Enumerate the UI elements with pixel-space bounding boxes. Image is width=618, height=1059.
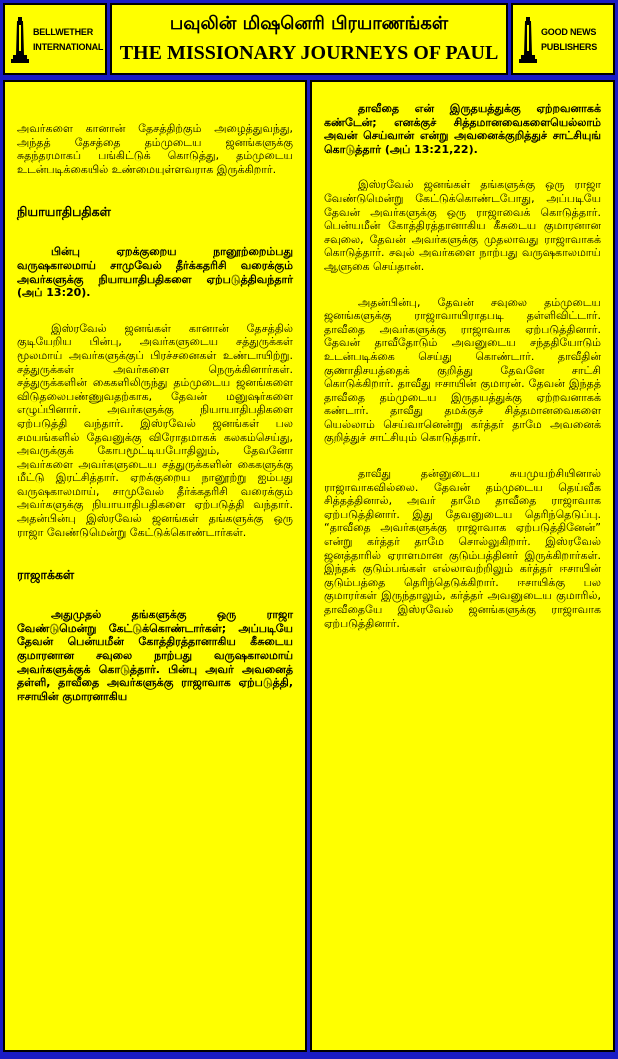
page-header	[3, 3, 615, 75]
tamil-title: பவுலின் மிஷனெரி பிரயாணங்கள்	[169, 13, 449, 34]
paragraph: அவர்களை கானான் தேசத்திற்கும் அழைத்துவந்து, அந்தத் தேசத்தை தம்முடைய ஜனங்களுக்கு சுதந்தரமாகப் பங்கிட்டுக் கொடுத்து, தம்முடைய உடன்படிக்கையில் உண்மையுள்ளவராக இருக்கிறார்.	[17, 122, 293, 176]
good-news-logo-text	[541, 25, 613, 55]
paragraph: இஸ்ரவேல் ஜனங்கள் கானான் தேசத்தில் குடியேறிய பின்பு, அவர்களுடைய சத்துருக்கள் மூலமாய் அவர்களுக்குப் பிரச்சனைகள் உண்டாயிற்று. சத்துருக்கள் அவர்களை நெருக்கினார்கள். சத்துருக்களின் கைகளிலிருந்து தம்முடைய ஜனங்களை விடுதலைபண்ணுவதற்காக, தேவன் மனுஷர்களை எழுப்பினார். அவர்களுக்கு நியாயாதிபதிகளை ஏற்படுத்தி வந்தார். இஸ்ரவேல் ஜனங்கள் பல சமயங்களில் தேவனுக்கு விரோதமாகக் கலகம்செய்து, அவருக்குக் கோபமூட்டியபோதிலும், தேவனோ அவர்களை அவர்களுடைய சத்துருக்களின் கைகளுக்கு மீட்டு இரட்சித்தார். ஏறக்குறைய நானூற்று ஐம்பது வருஷகாலமாய், சாமுவேல் தீர்க்கதரிசி வரைக்கும் அவர்களுக்கு நியாயாதிபதிகளை ஏற்படுத்தி வந்தார். அதன்பின்பு இஸ்ரவேல் ஜனங்கள் தங்களுக்கு ஒரு ராஜா வேண்டுமென்று கேட்டுக்கொண்டார்கள்.	[17, 321, 293, 539]
scripture-quote: தாவீதை என் இருதயத்துக்கு ஏற்றவனாகக் கண்டேன்; எனக்குச் சித்தமானவைகளையெல்லாம் அவன் செய்வான் என்று அவனைக்குறித்துச் சாட்சியுங் கொடுத்தார் (அப் 13:21,22).	[324, 102, 601, 156]
section-heading-judges: நியாயாதிபதிகள்	[17, 204, 111, 220]
bellwether-logo-line1: BELLWETHER	[33, 27, 93, 37]
good-news-logo	[517, 15, 611, 65]
left-column	[3, 80, 307, 1052]
paragraph: தாவீது தன்னுடைய சுயமுயற்சியினால் ராஜாவாகவில்லை. தேவன் தம்முடைய தெய்வீக சித்தத்தினால், அவர் தாமே தாவீதை ராஜாவாக ஏற்படுத்தினார். இது தேவனுடைய தெரிந்தெடுப்பு. “தாவீதை அவர்களுக்கு ராஜாவாக ஏற்படுத்தினேன்” என்று கர்த்தர் தாமே சொல்லுகிறார். இஸ்ரவேல் ஜனத்தாரில் ஏராளமான குடும்பத்தினர் இருக்கிறார்கள். இந்தக் குடும்பங்கள் எல்லாவற்றிலும் கர்த்தர் ஈசாயின் குடும்பத்தை தெரிந்தெடுக்கிறார். ஈசாயிக்கு பல குமாரர்கள் இருந்தாலும், கர்த்தர் அவனுடைய குமாரில், தாவீதையே இஸ்ரவேல் ஜனங்களுக்கு ராஜாவாக ஏற்படுத்தினார்.	[324, 467, 601, 630]
bellwether-logo-text	[33, 25, 105, 55]
good-news-logo-icon	[517, 15, 539, 65]
bellwether-logo	[9, 15, 103, 65]
bellwether-logo-line2: INTERNATIONAL	[33, 42, 104, 52]
bellwether-logo-icon	[9, 15, 31, 65]
good-news-logo-box	[511, 3, 615, 75]
bellwether-logo-box	[3, 3, 107, 75]
paragraph: அதன்பின்பு, தேவன் சவுலை தம்முடைய ஜனங்களுக்கு ராஜாவாயிராதபடி தள்ளிவிட்டார். தாவீதை அவர்களுக்கு ராஜாவாக ஏற்படுத்தினார். தேவன் தாவீதோடும் அவனுடைய சந்ததியோடும் உடன்படிக்கை செய்து கொண்டார். தாவீதின் குணாதிசயத்தைக் குறித்து தேவனே சாட்சி கொடுக்கிறார். தாவீது ஈசாயின் குமாரன். தேவன் இந்தத் தாவீதை தம்முடைய இருதயத்துக்கு ஏற்றவனாகக் கண்டார். தாவீது தமக்குச் சித்தமானவைகளை யெல்லாம் செய்வானென்று கர்த்தர் தாமே அவனைக் குறித்துச் சாட்சியும் கொடுத்தார்.	[324, 295, 601, 445]
section-heading-kings: ராஜாக்கள்	[17, 567, 75, 583]
good-news-logo-line2: PUBLISHERS	[541, 42, 598, 52]
title-box	[110, 3, 508, 75]
scripture-quote: பின்பு ஏறக்குறைய நானூற்றைம்பது வருஷகாலமாய் சாமுவேல் தீர்க்கதரிசி வரைக்கும் அவர்களுக்கு நியாயாதிபதிகளை ஏற்படுத்திவந்தார் (அப் 13:20).	[17, 245, 293, 300]
paragraph: இஸ்ரவேல் ஜனங்கள் தங்களுக்கு ஒரு ராஜா வேண்டுமென்று கேட்டுக்கொண்டபோது, அப்படியே தேவன் அவர்களுக்கு ஒரு ராஜாவைக் கொடுத்தார். பென்யமீன் கோத்திரத்தானாகிய கீசுடைய குமாரனான சவுலை, தேவன் அவர்களுக்கு முதலாவது ராஜாவாகக் கொடுத்தார். சவுல் அவர்களை நாற்பது வருஷகாலமாய் ஆளுகை செய்தான்.	[324, 178, 601, 273]
scripture-quote: அதுமுதல் தங்களுக்கு ஒரு ராஜா வேண்டுமென்று கேட்டுக்கொண்டார்கள்; அப்படியே தேவன் பென்யமீன் கோத்திரத்தானாகிய கீசுடைய குமாரனான சவுலை நாற்பது வருஷகாலமாய் அவர்களுக்குக் கொடுத்தார். பின்பு அவர் அவனைத் தள்ளி, தாவீதை அவர்களுக்கு ராஜாவாக ஏற்படுத்தி, ஈசாயின் குமாரனாகிய	[17, 608, 293, 703]
right-column	[310, 80, 615, 1052]
english-title: THE MISSIONARY JOURNEYS OF PAUL	[119, 42, 499, 64]
good-news-logo-line1: GOOD NEWS	[541, 27, 597, 37]
